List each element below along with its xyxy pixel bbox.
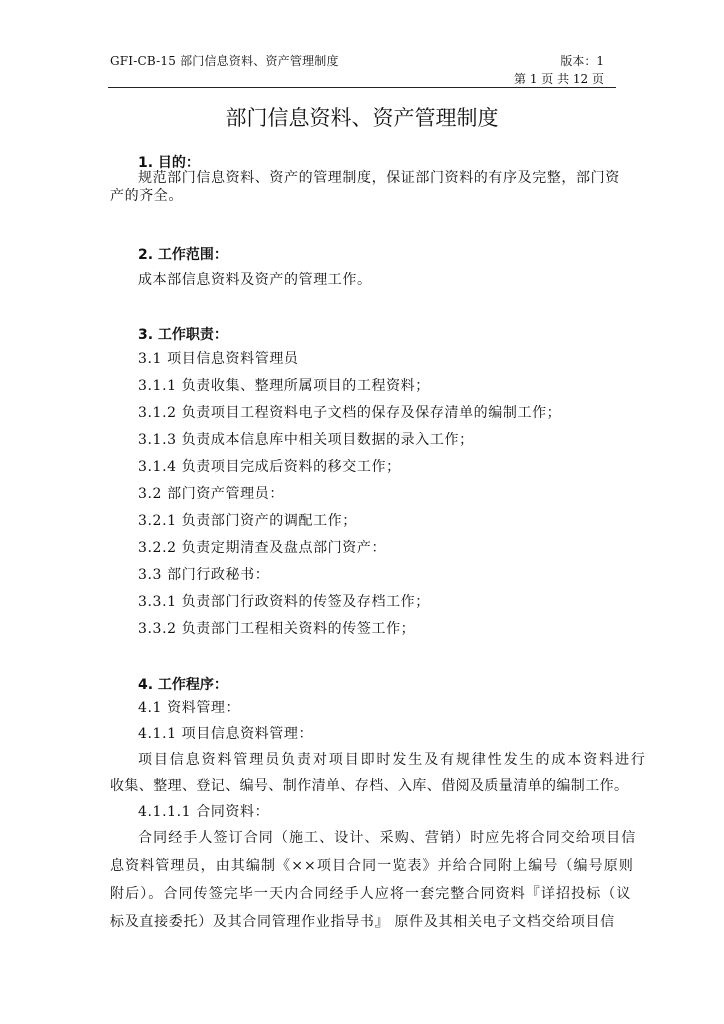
- list-item: 3.2.1 负责部门资产的调配工作；: [138, 513, 357, 529]
- header-doc-code: GFI-CB-15 部门信息资料、资产管理制度: [110, 54, 339, 68]
- section-1-heading: 1. 目的：: [138, 155, 200, 171]
- header-divider: [108, 87, 616, 88]
- section-4-1-1-heading: 4.1.1 项目信息资料管理：: [138, 726, 314, 742]
- section-4-1-heading: 4.1 资料管理：: [138, 700, 241, 716]
- section-4-heading: 4. 工作程序：: [138, 677, 228, 693]
- section-4-1-1-1-heading: 4.1.1.1 合同资料：: [138, 804, 270, 820]
- paragraph-line: 附后）。合同传签完毕一天内合同经手人应将一套完整合同资料『详招投标（议: [110, 886, 632, 902]
- section-1-text-line-1: 规范部门信息资料、资产的管理制度，保证部门资料的有序及完整，部门资: [138, 170, 620, 186]
- section-2-text: 成本部信息资料及资产的管理工作。: [138, 272, 372, 288]
- list-item: 3.1.3 负责成本信息库中相关项目数据的录入工作；: [138, 432, 474, 448]
- document-title: 部门信息资料、资产管理制度: [225, 106, 499, 130]
- list-item: 3.1.1 负责收集、整理所属项目的工程资料；: [138, 378, 430, 394]
- paragraph-line: 息资料管理员，由其编制《××项目合同一览表》并给合同附上编号（编号原则: [110, 858, 634, 874]
- header-version: 版本：1: [560, 54, 604, 68]
- section-3-heading: 3. 工作职责：: [138, 327, 228, 343]
- list-item: 3.2 部门资产管理员：: [138, 486, 284, 502]
- section-1-text-line-2: 产的齐全。: [110, 188, 183, 204]
- list-item: 3.2.2 负责定期清查及盘点部门资产：: [138, 540, 387, 556]
- list-item: 3.3 部门行政秘书：: [138, 567, 270, 583]
- list-item: 3.1.4 负责项目完成后资料的移交工作；: [138, 459, 401, 475]
- paragraph-line: 项目信息资料管理员负责对项目即时发生及有规律性发生的成本资料进行: [138, 752, 647, 768]
- paragraph-line: 合同经手人签订合同（施工、设计、采购、营销）时应先将合同交给项目信: [138, 830, 637, 846]
- header-page-number: 第 1 页 共 12 页: [514, 72, 604, 86]
- list-item: 3.1.2 负责项目工程资料电子文档的保存及保存清单的编制工作；: [138, 405, 562, 421]
- list-item: 3.3.2 负责部门工程相关资料的传签工作；: [138, 621, 416, 637]
- list-item: 3.1 项目信息资料管理员: [138, 351, 299, 367]
- section-2-heading: 2. 工作范围：: [138, 247, 228, 263]
- paragraph-line: 标及直接委托）及其合同管理作业指导书』 原件及其相关电子文档交给项目信: [110, 914, 615, 930]
- paragraph-line: 收集、整理、登记、编号、制作清单、存档、入库、借阅及质量清单的编制工作。: [110, 778, 629, 794]
- list-item: 3.3.1 负责部门行政资料的传签及存档工作；: [138, 594, 430, 610]
